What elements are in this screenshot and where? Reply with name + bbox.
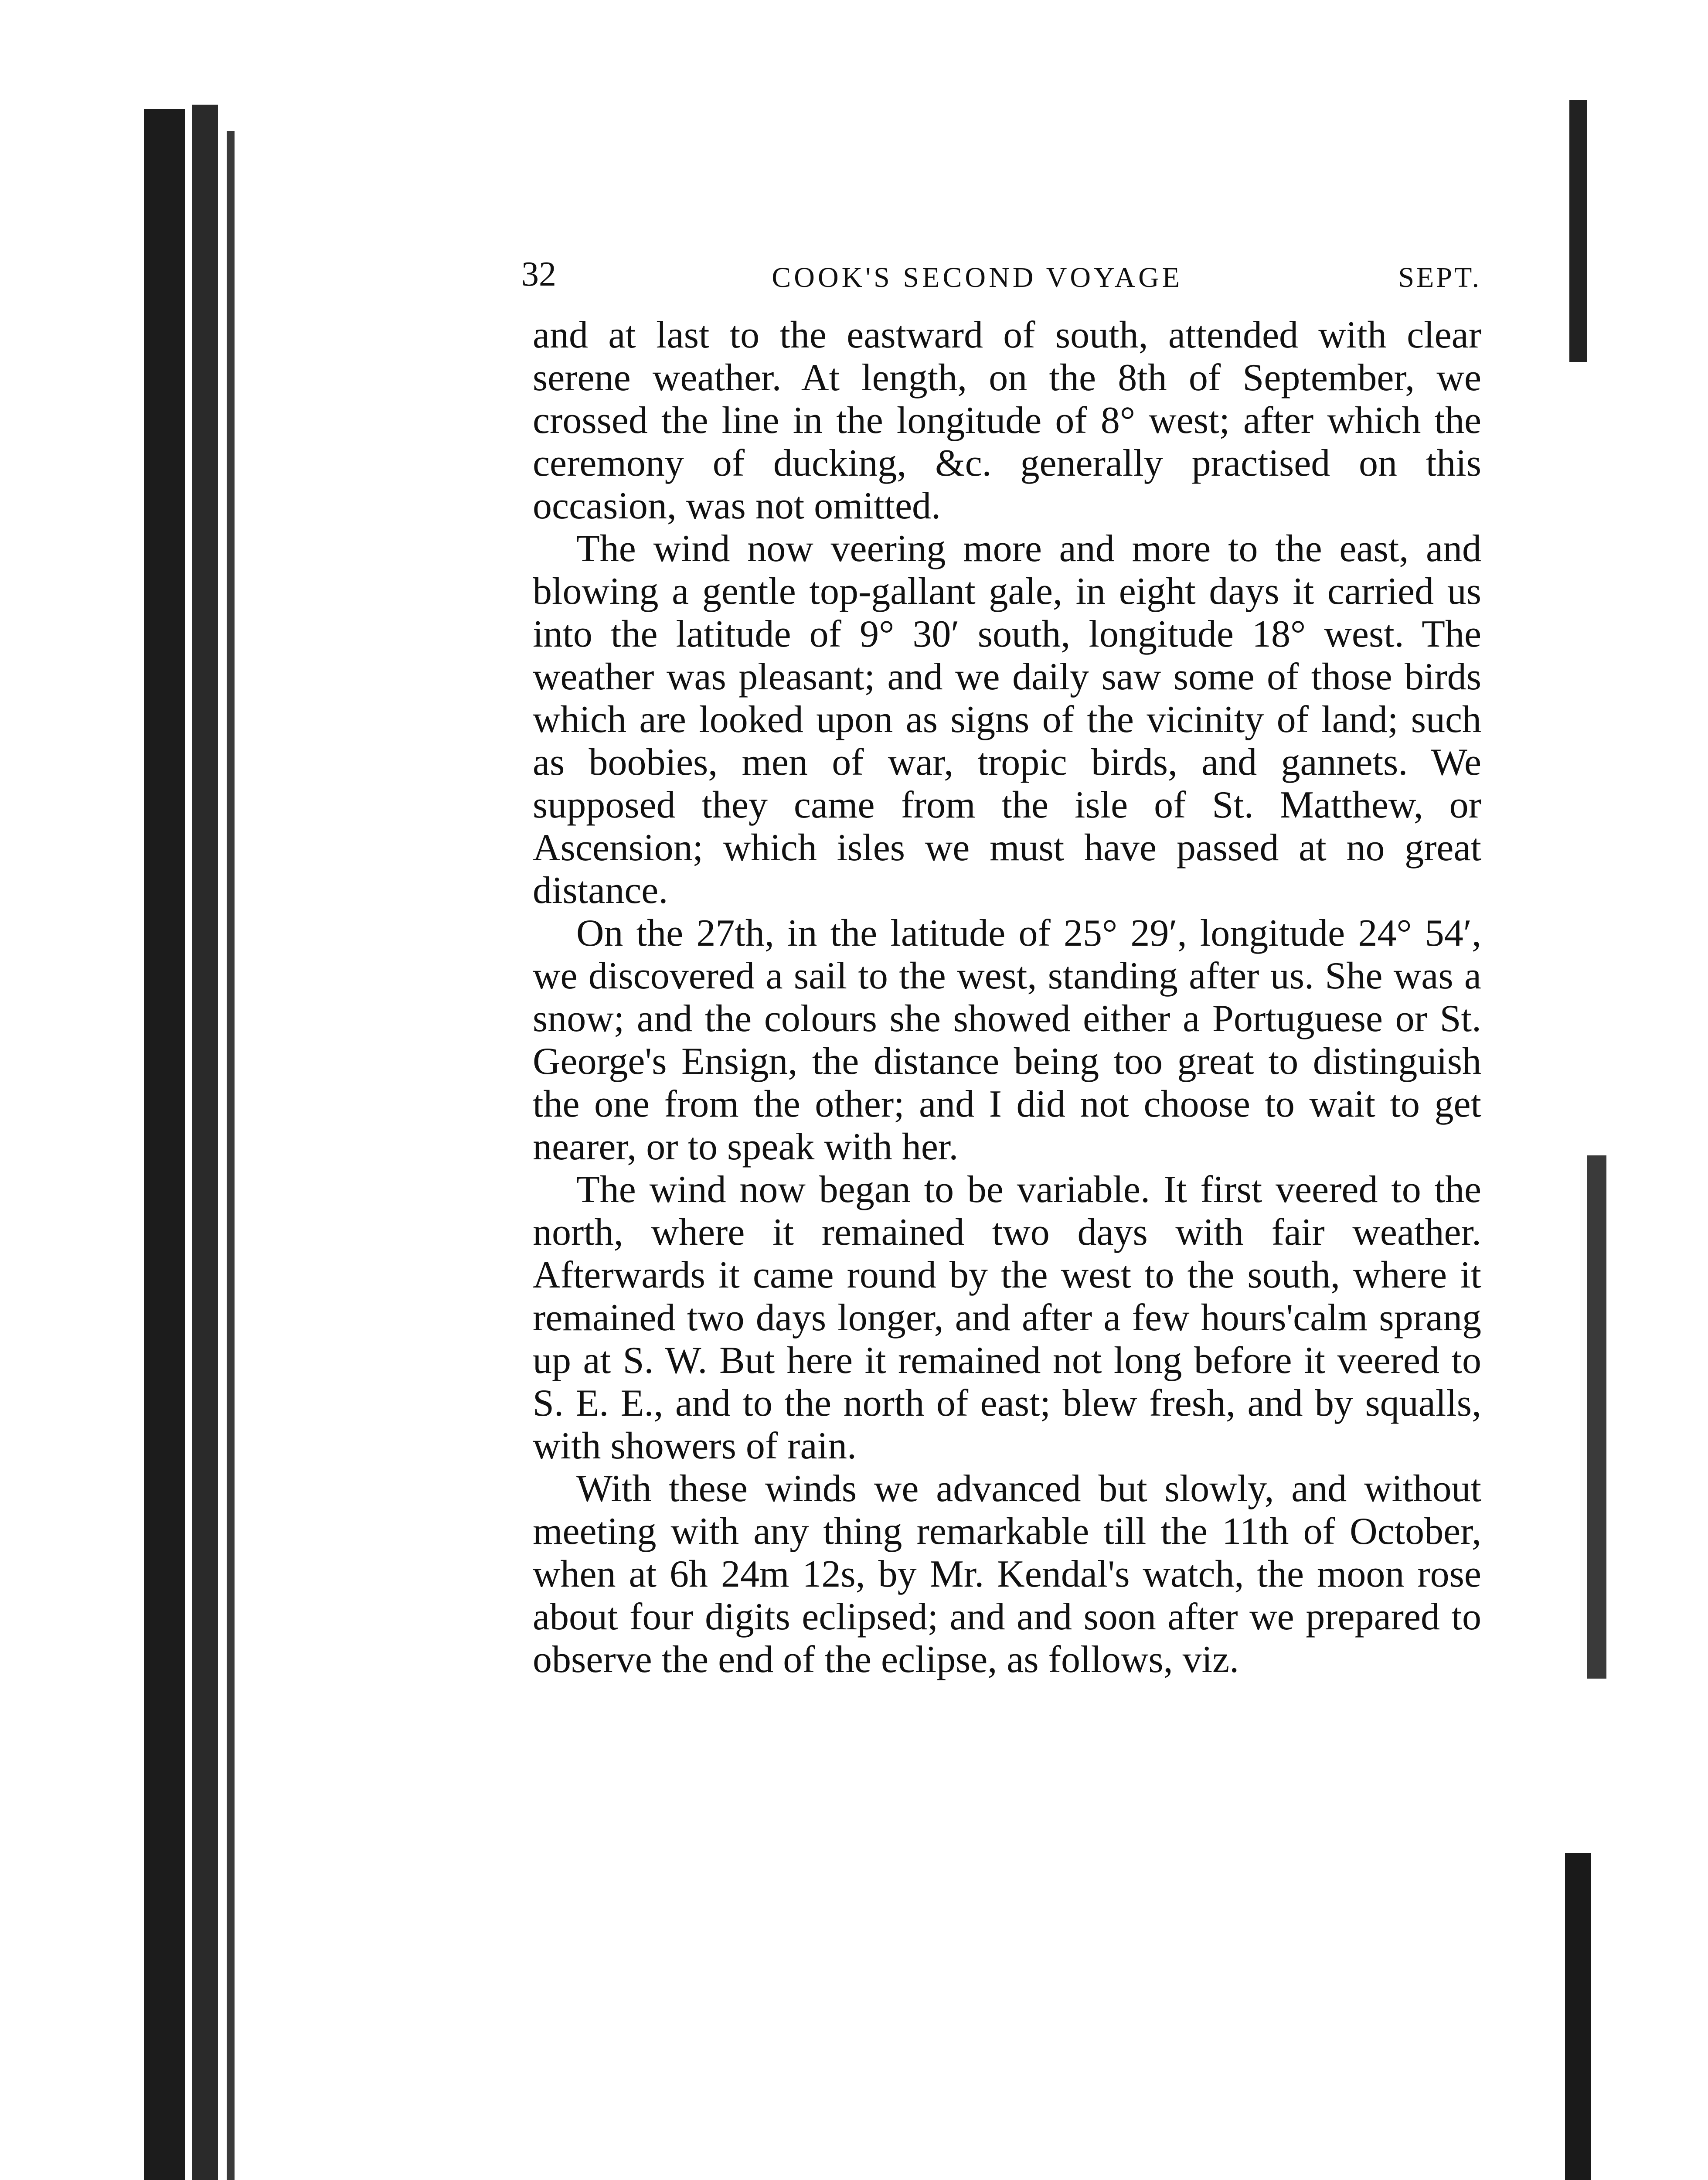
running-head — [521, 255, 1481, 294]
running-title: COOK'S SECOND VOYAGE — [772, 262, 1183, 293]
paragraph-2: The wind now veering more and more to the east, and blowing a gentle top-gallant gale, in eight days it carried us into the latitude of 9° 30′ south, longitude 18° west. The weather was pleasant; and we daily saw some of those birds which are looked upon as signs of the vicinity of land; such as boobies, men of war, tropic birds, and gannets. We supposed they came from the isle of St. Matthew, or Ascension; which isles we must have passed at no great distance. — [533, 528, 1481, 912]
right-edge-shadow-top — [1569, 100, 1587, 362]
paragraph-5: With these winds we advanced but slowly, and without meeting with any thing remarkable till the 11th of October, when at 6h 24m 12s, by Mr. Kendal's watch, the moon rose about four digits eclipsed; and and soon after we prepared to observe the end of the eclipse, as follows, viz. — [533, 1468, 1481, 1681]
paragraph-4: The wind now began to be variable. It first veered to the north, where it remained two days with fair weather. Afterwards it came round by the west to the south, where it remained two days longer, and after a few hours'calm sprang up at S. W. But here it remained not long before it veered to S. E. E., and to the north of east; blew fresh, and by squalls, with showers of rain. — [533, 1168, 1481, 1467]
page-number: 32 — [521, 255, 556, 293]
right-edge-shadow-bottom — [1565, 1853, 1591, 2180]
right-edge-shadow-middle — [1587, 1155, 1606, 1679]
left-binding-line — [227, 131, 235, 2180]
left-binding-strip — [192, 105, 218, 2180]
paragraph-3: On the 27th, in the latitude of 25° 29′, longitude 24° 54′, we discovered a sail to the west, standing after us. She was a snow; and the colours she showed either a Portuguese or St. George's Ensign, the distance being too great to distinguish the one from the other; and I did not choose to wait to get nearer, or to speak with her. — [533, 912, 1481, 1168]
paragraph-1: and at last to the eastward of south, attended with clear serene weather. At length, on the 8th of September, we crossed the line in the longitude of 8° west; after which the ceremony of ducking, &c. generally practised on this occasion, was not omitted. — [533, 314, 1481, 527]
left-binding-shadow — [144, 109, 185, 2180]
page-body — [533, 314, 1481, 1681]
running-month: SEPT. — [1398, 262, 1481, 293]
